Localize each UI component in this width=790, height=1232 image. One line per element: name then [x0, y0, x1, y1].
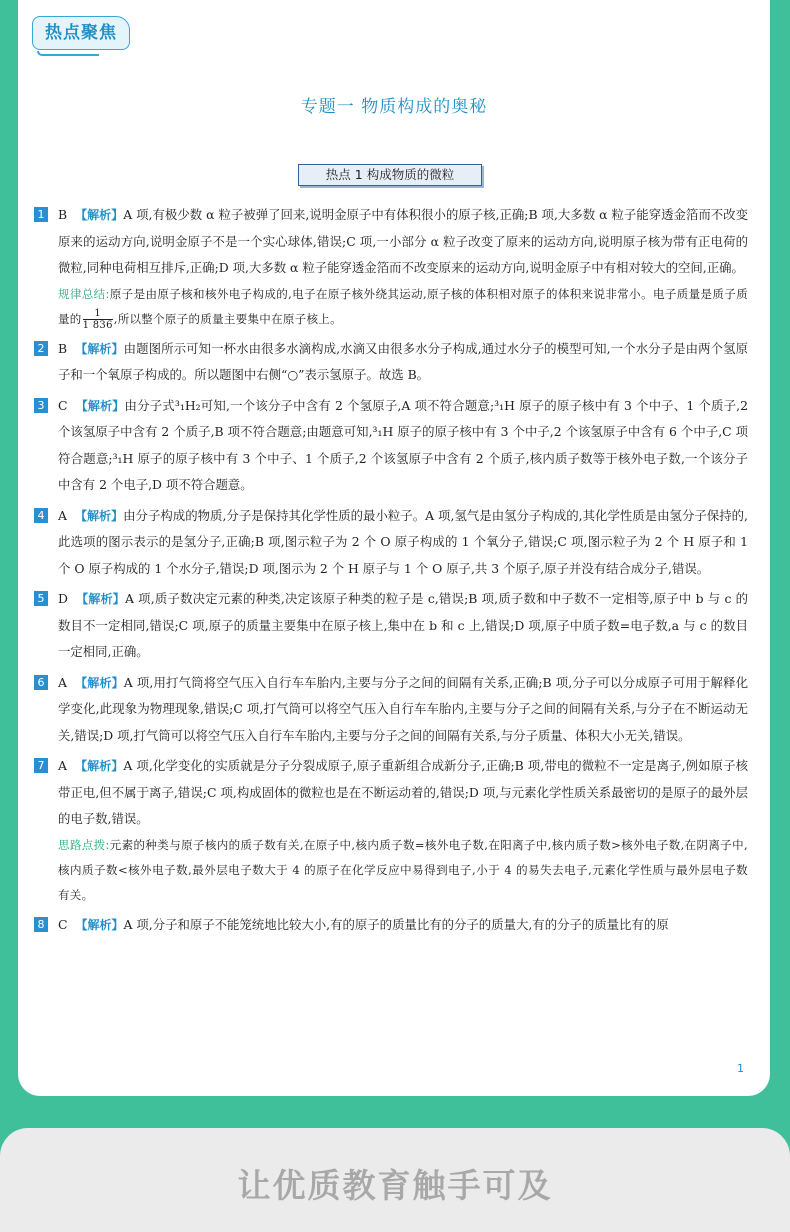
page-number: 1 [737, 1062, 744, 1075]
fraction-denominator: 1 836 [82, 320, 113, 331]
analysis-tag: 【解析】 [74, 675, 124, 690]
answer-item-8 [34, 912, 748, 939]
item-number: 2 [34, 341, 48, 356]
item-number: 7 [34, 758, 48, 773]
item-number: 4 [34, 508, 48, 523]
note-label: 规律总结: [58, 286, 110, 301]
document-page [18, 0, 770, 1096]
analysis-text: A 项,用打气筒将空气压入自行车车胎内,主要与分子之间的间隔有关系,正确;B 项,分子可以分成原子可用于解释化学变化,此现象为物理现象,错误;C 项,打气筒可以将空气压入自行车车胎内,主要与分子之间的间隔有关系,与分子在不断运动无关,错误;D 项,打气筒可以将空气压入自行车车胎内,主要与分子之间的间隔有关系,与分子质量、体积大小无关,错误。 [58, 674, 748, 743]
answer-letter: A [58, 674, 67, 690]
analysis-text: 由分子式³₁H₂可知,一个该分子中含有 2 个氢原子,A 项不符合题意;³₁H 原子的原子核中有 3 个中子、1 个质子,2 个该氢原子中含有 2 个质子,B 项不符合题意;由题意可知,³₁H 原子的原子核中有 3 个中子,2 个该氢原子中含有 6 个中子,C 项符合题意;³₁H 原子的原子核中有 3 个中子、1 个质子,2 个该氢原子中含有 2 个质子,核内质子数等于核外电子数,一个该分子中含有 2 个电子,D 项不符合题意。 [58, 397, 748, 492]
answer-item-6 [34, 670, 748, 750]
analysis-text: A 项,分子和原子不能笼统地比较大小,有的原子的质量比有的分子的质量大,有的分子的质量比有的原 [123, 916, 669, 932]
analysis-tag: 【解析】 [75, 917, 124, 932]
item-number: 6 [34, 675, 48, 690]
fraction-numerator: 1 [94, 308, 102, 319]
analysis-tag: 【解析】 [74, 508, 124, 523]
analysis-text: A 项,有极少数 α 粒子被弹了回来,说明金原子中有体积很小的原子核,正确;B 项,大多数 α 粒子能穿透金箔而不改变原来的运动方向,说明金原子不是一个实心球体,错误;C 项,一小部分 α 粒子改变了原来的运动方向,说明原子核为带有正电荷的微粒,同种电荷相互排斥,正确;D 项,大多数 α 粒子能穿透金箔而不改变原来的运动方向,说明金原子中有相对较大的空间,正确。 [58, 207, 748, 275]
answer-item-4 [34, 503, 748, 583]
section-title: 热点 1 构成物质的微粒 [298, 164, 482, 186]
answer-item-2 [34, 336, 748, 389]
item-number: 1 [34, 207, 48, 222]
answer-letter: A [58, 758, 67, 773]
note-text: 元素的种类与原子核内的质子数有关,在原子中,核内质子数=核外电子数,在阳离子中,核内质子数>核外电子数,在阴离子中,核内质子数<核外电子数,最外层电子数大于 4 的原子在化学反应中易得到电子,小于 4 的易失去电子,元素化学性质与最外层电子数有关。 [58, 837, 748, 902]
page-title: 专题一 物质构成的奥秘 [300, 97, 488, 117]
item-number: 5 [34, 591, 48, 606]
answer-letter: D [58, 591, 68, 606]
analysis-text: A 项,质子数决定元素的种类,决定该原子种类的粒子是 c,错误;B 项,质子数和中子数不一定相等,原子中 b 与 c 的数目不一定相同,错误;C 项,原子的质量主要集中在原子核上,集中在 b 和 c 上,错误;D 项,原子中质子数=电子数,a 与 c 的数目一定相同,正确。 [58, 591, 748, 659]
fraction [83, 308, 113, 331]
hot-focus-tag: 热点聚焦 [32, 16, 130, 50]
answer-letter: B [58, 207, 68, 222]
analysis-text: 由题图所示可知一杯水由很多水滴构成,水滴又由很多水分子构成,通过水分子的模型可知,一个水分子是由两个氢原子和一个氧原子构成的。所以题图中右侧“○”表示氢原子。故选 B。 [58, 340, 748, 382]
analysis-tag: 【解析】 [75, 208, 124, 222]
analysis-tag: 【解析】 [75, 398, 125, 413]
answer-item-7 [34, 753, 748, 908]
answer-item-5 [34, 586, 748, 666]
answer-item-3 [34, 393, 748, 499]
note-block [58, 282, 748, 332]
item-number: 8 [34, 917, 48, 932]
answer-item-1 [34, 202, 748, 332]
answer-letter: B [58, 340, 68, 356]
answer-letter: C [58, 916, 68, 932]
note-label: 思路点拨: [58, 837, 110, 852]
analysis-tag: 【解析】 [75, 592, 126, 606]
analysis-tag: 【解析】 [74, 759, 124, 773]
answer-list [34, 202, 748, 942]
analysis-text: A 项,化学变化的实质就是分子分裂成原子,原子重新组合成新分子,正确;B 项,带电的微粒不一定是离子,例如原子核带正电,但不属于离子,错误;C 项,构成固体的微粒也是在不断运动着的,错误;D 项,与元素化学性质关系最密切的是原子的最外层的电子数,错误。 [58, 758, 748, 826]
answer-letter: C [58, 397, 68, 413]
footer-slogan: 让优质教育触手可及 [237, 1166, 553, 1205]
note-text: 原子是由原子核和核外电子构成的,电子在原子核外绕其运动,原子核的体积相对原子的体积来说非常小。电子质量是质子质量的 [58, 286, 748, 326]
analysis-text: 由分子构成的物质,分子是保持其化学性质的最小粒子。A 项,氢气是由氢分子构成的,其化学性质是由氢分子保持的,此选项的图示表示的是氢分子,正确;B 项,图示粒子为 2 个 O 原子构成的 1 个氧分子,错误;C 项,图示粒子为 2 个 H 原子和 1 个 O 原子构成的 1 个水分子,错误;D 项,图示为 2 个 H 原子与 1 个 O 原子,共 3 个原子,原子并没有结合成分子,错误。 [58, 507, 748, 576]
item-number: 3 [34, 398, 48, 413]
note-text-end: ,所以整个原子的质量主要集中在原子核上。 [113, 311, 342, 326]
answer-letter: A [58, 507, 67, 523]
note-block [58, 833, 748, 908]
analysis-tag: 【解析】 [75, 341, 124, 356]
